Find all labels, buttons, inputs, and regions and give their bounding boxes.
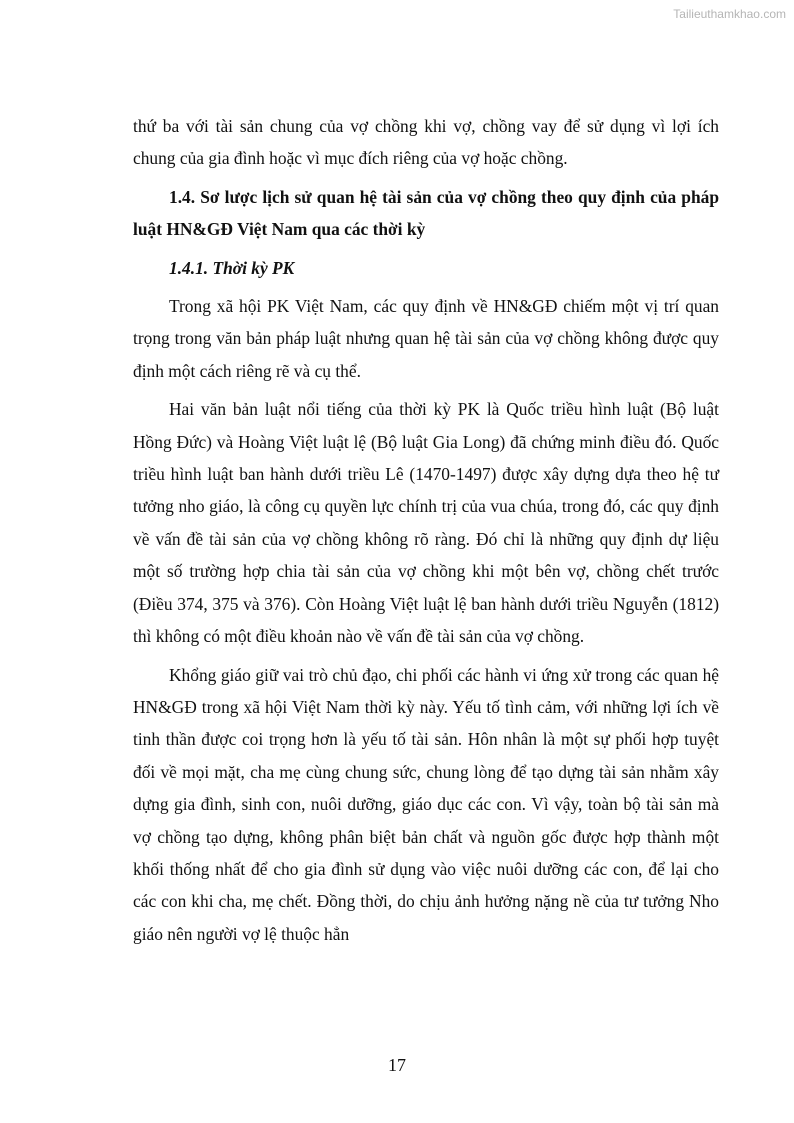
watermark: Tailieuthamkhao.com [673,7,786,21]
paragraph: Trong xã hội PK Việt Nam, các quy định về HN&GĐ chiếm một vị trí quan trọng trong văn bản pháp luật nhưng quan hệ tài sản của vợ chồng không được quy định một cách riêng rẽ và cụ thể. [133,296,719,381]
paragraph: Khổng giáo giữ vai trò chủ đạo, chi phối các hành vi ứng xử trong các quan hệ HN&GĐ trong xã hội Việt Nam thời kỳ này. Yếu tố tình cảm, với những lợi ích về tinh thần được coi trọng hơn là yếu tố tài sản. Hôn nhân là một sự phối hợp tuyệt đối về mọi mặt, cha mẹ cùng chung sức, chung lòng để tạo dựng tài sản nhằm xây dựng gia đình, sinh con, nuôi dưỡng, giáo dục các con. Vì vậy, toàn bộ tài sản mà vợ chồng tạo dựng, không phân biệt bản chất và nguồn gốc được hợp thành một khối thống nhất để cho gia đình sử dụng vào việc nuôi dưỡng các con, để lại cho các con khi cha, mẹ chết. Đồng thời, do chịu ảnh hưởng nặng nề của tư tưởng Nho giáo nên người vợ lệ thuộc hẳn [133,664,719,944]
paragraph: Hai văn bản luật nổi tiếng của thời kỳ PK là Quốc triều hình luật (Bộ luật Hồng Đức) và Hoàng Việt luật lệ (Bộ luật Gia Long) đã chứng minh điều đó. Quốc triều hình luật ban hành dưới triều Lê (1470-1497) được xây dựng dựa theo hệ tư tưởng nho giáo, là công cụ quyền lực chính trị của vua chúa, trong đó, các quy định về vấn đề tài sản của vợ chồng không rõ ràng. Đó chỉ là những quy định dự liệu một số trường hợp chia tài sản của vợ chồng khi một bên vợ, chồng chết trước (Điều 374, 375 và 376). Còn Hoàng Việt luật lệ ban hành dưới triều Nguyễn (1812) thì không có một điều khoản nào về vấn đề tài sản của vợ chồng. [133,399,719,647]
page-content [133,110,719,956]
section-heading: 1.4. Sơ lược lịch sử quan hệ tài sản của vợ chồng theo quy định của pháp luật HN&GĐ Việt Nam qua các thời kỳ [133,186,719,240]
subsection-heading: 1.4.1. Thời kỳ PK [169,257,295,278]
page-number: 17 [388,1055,406,1075]
paragraph-continuation: thứ ba với tài sản chung của vợ chồng khi vợ, chồng vay để sử dụng vì lợi ích chung của gia đình hoặc vì mục đích riêng của vợ hoặc chồng. [133,116,719,169]
